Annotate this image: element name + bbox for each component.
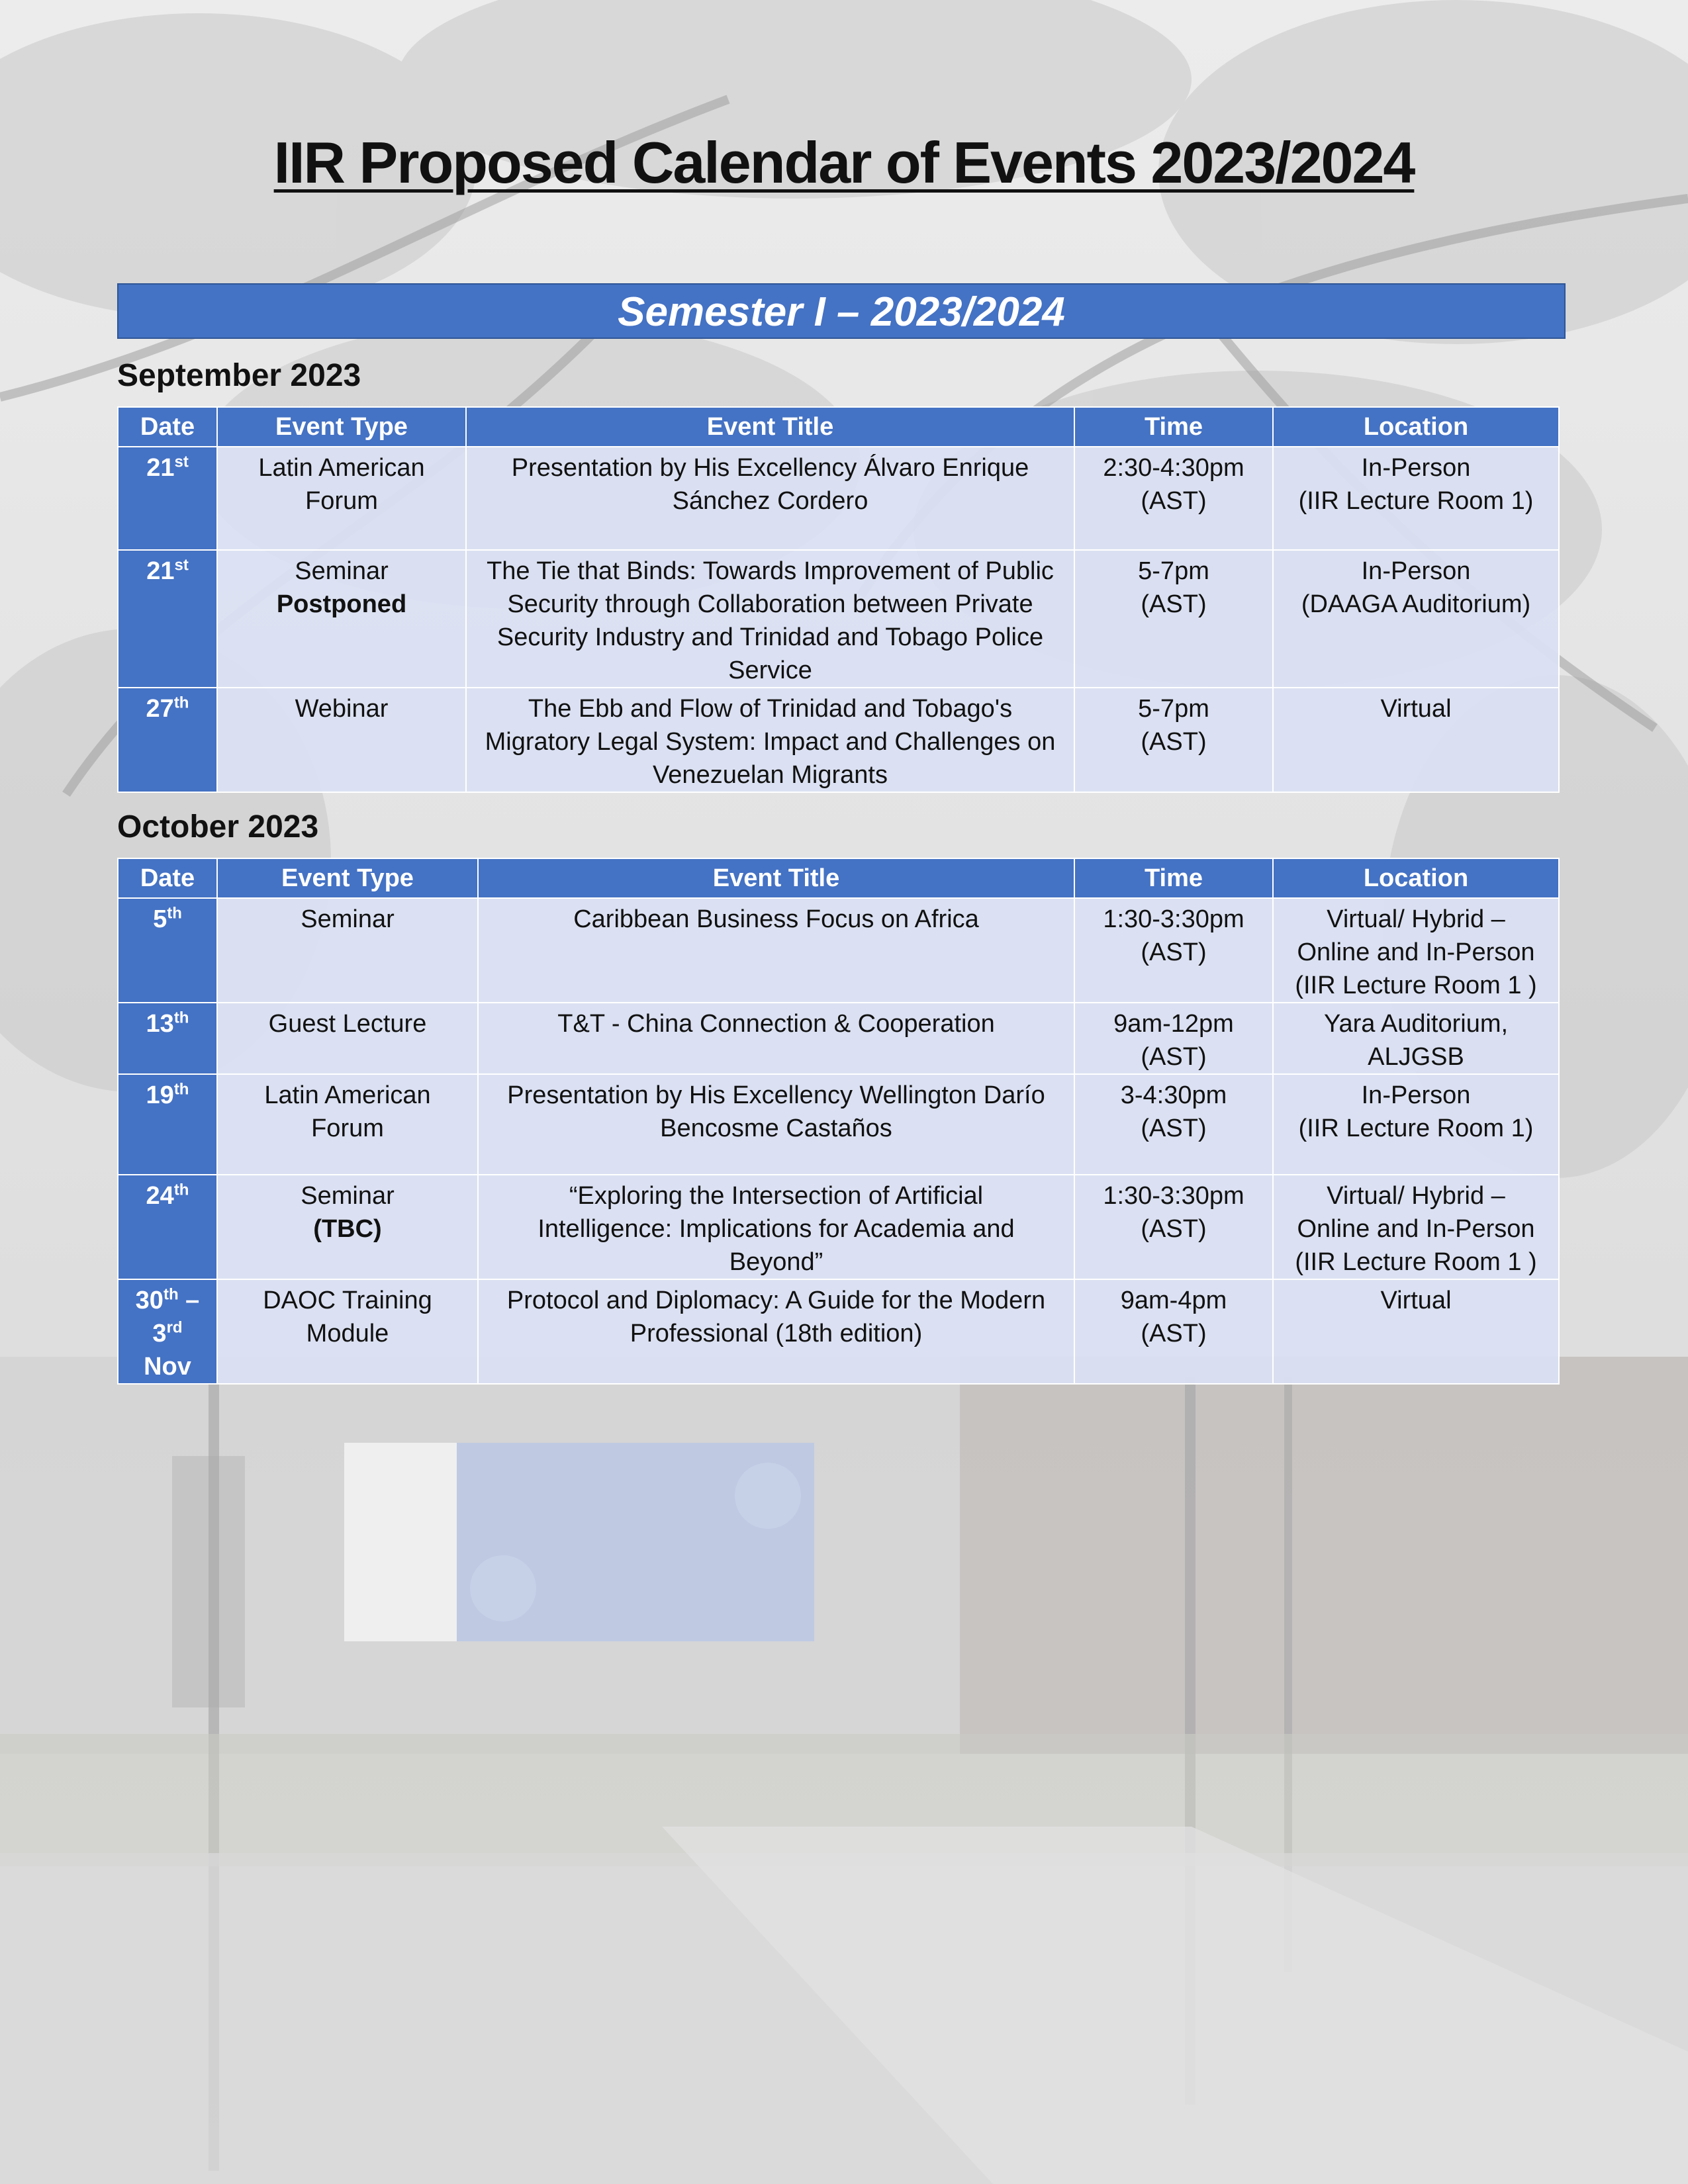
event-location: Virtual/ Hybrid – Online and In-Person (IIR Lecture Room 1 ) <box>1273 1175 1559 1279</box>
table-row <box>118 898 1559 1003</box>
event-time: 9am-4pm (AST) <box>1074 1279 1273 1384</box>
table-row <box>118 688 1559 792</box>
september-events-table <box>117 406 1560 793</box>
event-title: Presentation by His Excellency Wellington Darío Bencosme Castaños <box>478 1074 1074 1175</box>
table-row <box>118 550 1559 688</box>
event-location: Virtual/ Hybrid – Online and In-Person (IIR Lecture Room 1 ) <box>1273 898 1559 1003</box>
event-location: In-Person (IIR Lecture Room 1) <box>1273 1074 1559 1175</box>
page-title: IIR Proposed Calendar of Events 2023/2024 <box>273 130 1415 195</box>
col-header-time: Time <box>1074 858 1273 898</box>
event-time: 9am-12pm (AST) <box>1074 1003 1273 1074</box>
event-title: The Tie that Binds: Towards Improvement of Public Security through Collaboration between Private Security Industry and Trinidad and Tobago Police Service <box>466 550 1074 688</box>
event-title: Presentation by His Excellency Álvaro Enrique Sánchez Cordero <box>466 447 1074 550</box>
event-location: Virtual <box>1273 1279 1559 1384</box>
col-header-location: Location <box>1273 407 1559 447</box>
event-time: 2:30-4:30pm (AST) <box>1074 447 1273 550</box>
october-events-table <box>117 858 1560 1385</box>
semester-banner: Semester I – 2023/2024 <box>117 283 1566 339</box>
table-row <box>118 1003 1559 1074</box>
event-location: In-Person (IIR Lecture Room 1) <box>1273 447 1559 550</box>
event-type: Latin American Forum <box>217 447 466 550</box>
month-heading-september: September 2023 <box>117 358 361 393</box>
table-header-row <box>118 858 1559 898</box>
event-time: 3-4:30pm (AST) <box>1074 1074 1273 1175</box>
event-type: Seminar (TBC) <box>217 1175 478 1279</box>
event-time: 5-7pm (AST) <box>1074 550 1273 688</box>
event-title: The Ebb and Flow of Trinidad and Tobago's Migratory Legal System: Impact and Challenges on Venezuelan Migrants <box>466 688 1074 792</box>
col-header-time: Time <box>1074 407 1273 447</box>
event-time: 5-7pm (AST) <box>1074 688 1273 792</box>
status-tbc: (TBC) <box>313 1215 382 1243</box>
col-header-location: Location <box>1273 858 1559 898</box>
event-type: Guest Lecture <box>217 1003 478 1074</box>
table-row <box>118 447 1559 550</box>
table-row <box>118 1074 1559 1175</box>
event-date: 13th <box>118 1003 217 1074</box>
event-date: 27th <box>118 688 217 792</box>
event-date: 19th <box>118 1074 217 1175</box>
event-location: Virtual <box>1273 688 1559 792</box>
event-date: 21st <box>118 550 217 688</box>
col-header-event-title: Event Title <box>478 858 1074 898</box>
event-date: 24th <box>118 1175 217 1279</box>
event-type: Latin American Forum <box>217 1074 478 1175</box>
event-location: In-Person (DAAGA Auditorium) <box>1273 550 1559 688</box>
event-date: 21st <box>118 447 217 550</box>
col-header-event-title: Event Title <box>466 407 1074 447</box>
month-heading-october: October 2023 <box>117 809 319 844</box>
event-title: Protocol and Diplomacy: A Guide for the Modern Professional (18th edition) <box>478 1279 1074 1384</box>
event-type: DAOC Training Module <box>217 1279 478 1384</box>
table-row <box>118 1279 1559 1384</box>
event-title: T&T - China Connection & Cooperation <box>478 1003 1074 1074</box>
col-header-date: Date <box>118 858 217 898</box>
event-location: Yara Auditorium, ALJGSB <box>1273 1003 1559 1074</box>
event-type: Webinar <box>217 688 466 792</box>
event-type: Seminar <box>217 898 478 1003</box>
col-header-event-type: Event Type <box>217 858 478 898</box>
event-date: 5th <box>118 898 217 1003</box>
col-header-event-type: Event Type <box>217 407 466 447</box>
event-time: 1:30-3:30pm (AST) <box>1074 898 1273 1003</box>
event-date: 30th – 3rd Nov <box>118 1279 217 1384</box>
col-header-date: Date <box>118 407 217 447</box>
table-header-row <box>118 407 1559 447</box>
event-title: “Exploring the Intersection of Artificial Intelligence: Implications for Academia and Beyond” <box>478 1175 1074 1279</box>
event-type: Seminar Postponed <box>217 550 466 688</box>
event-title: Caribbean Business Focus on Africa <box>478 898 1074 1003</box>
status-postponed: Postponed <box>276 590 407 618</box>
event-time: 1:30-3:30pm (AST) <box>1074 1175 1273 1279</box>
table-row <box>118 1175 1559 1279</box>
